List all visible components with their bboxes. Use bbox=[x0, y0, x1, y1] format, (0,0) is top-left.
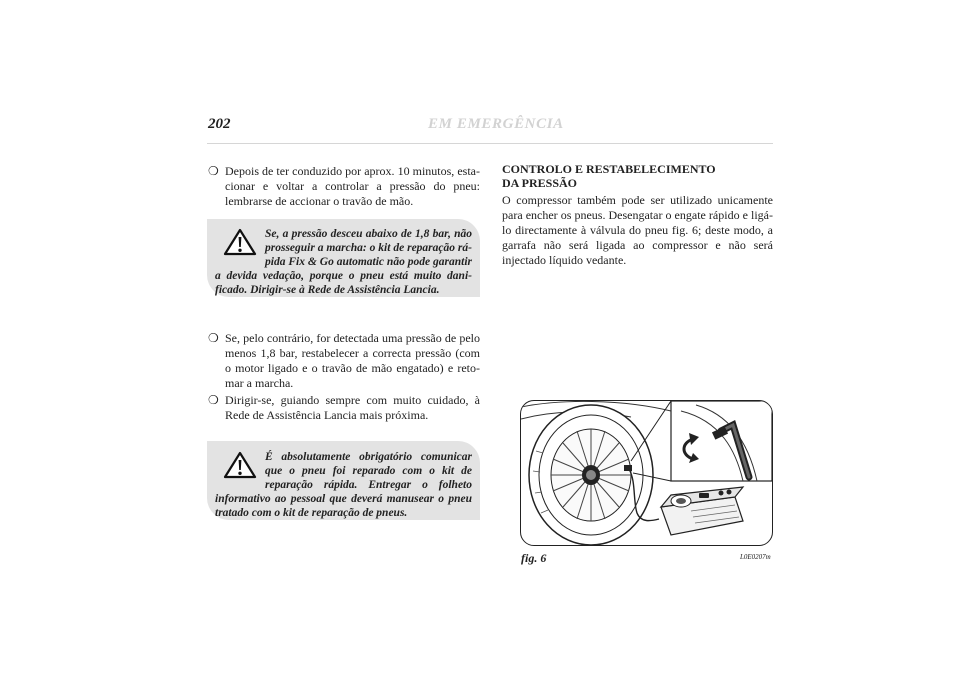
warning-box-2 bbox=[207, 441, 480, 520]
tyre-compressor-illustration bbox=[521, 401, 772, 545]
figure-code: L0E0207m bbox=[740, 553, 771, 561]
bullet-item-3 bbox=[208, 393, 480, 423]
figure-label: fig. 6 bbox=[521, 551, 547, 565]
bullet-item-1 bbox=[208, 164, 480, 209]
section-title: EM EMERGÊNCIA bbox=[428, 116, 564, 132]
bullet-circle-icon: ❍ bbox=[208, 393, 219, 407]
right-paragraph: O compressor também pode ser utilizado unicamente para encher os pneus. Desengatar o engate rápido e ligá-lo directamente à válvula do pneu fig. 6; deste modo, a garrafa não será ligada ao compressor e não será injectado líquido vedante. bbox=[502, 193, 773, 267]
heading-line-2: DA PRESSÃO bbox=[502, 176, 578, 190]
figure-illustration bbox=[520, 400, 773, 546]
section-heading bbox=[502, 162, 716, 190]
warning-text: Se, a pressão desceu abaixo de 1,8 bar, não prosseguir a marcha: o kit de reparação rápida Fix & Go automatic não pode garantir a devida vedação, porque o pneu está muito danificado. Dirigir-se à Rede de Assistência Lancia. bbox=[215, 228, 472, 296]
bullet-circle-icon: ❍ bbox=[208, 164, 219, 178]
bullet-circle-icon: ❍ bbox=[208, 331, 219, 345]
bullet-text: Depois de ter conduzido por aprox. 10 minutos, estacionar e voltar a controlar a pressão do pneu: lembrarse de accionar o travão de mão. bbox=[225, 164, 480, 208]
bullet-text: Se, pelo contrário, for detectada uma pressão de pelo menos 1,8 bar, restabelecer a correcta pressão (com o motor ligado e o travão de mão engatado) e retomar a marcha. bbox=[225, 331, 480, 390]
warning-text: É absolutamente obrigatório comunicar que o pneu foi reparado com o kit de reparação rápida. Entregar o folheto informativo ao pessoal que deverá manusear o pneu tratado com o kit de reparação de pneus. bbox=[215, 451, 472, 519]
bullet-item-2 bbox=[208, 331, 480, 391]
heading-line-1: CONTROLO E RESTABELECIMENTO bbox=[502, 162, 716, 176]
warning-box-1 bbox=[207, 219, 480, 297]
header-rule bbox=[207, 143, 773, 144]
bullet-text: Dirigir-se, guiando sempre com muito cuidado, à Rede de Assistência Lancia mais próxima. bbox=[225, 393, 480, 422]
page-number: 202 bbox=[208, 116, 231, 132]
